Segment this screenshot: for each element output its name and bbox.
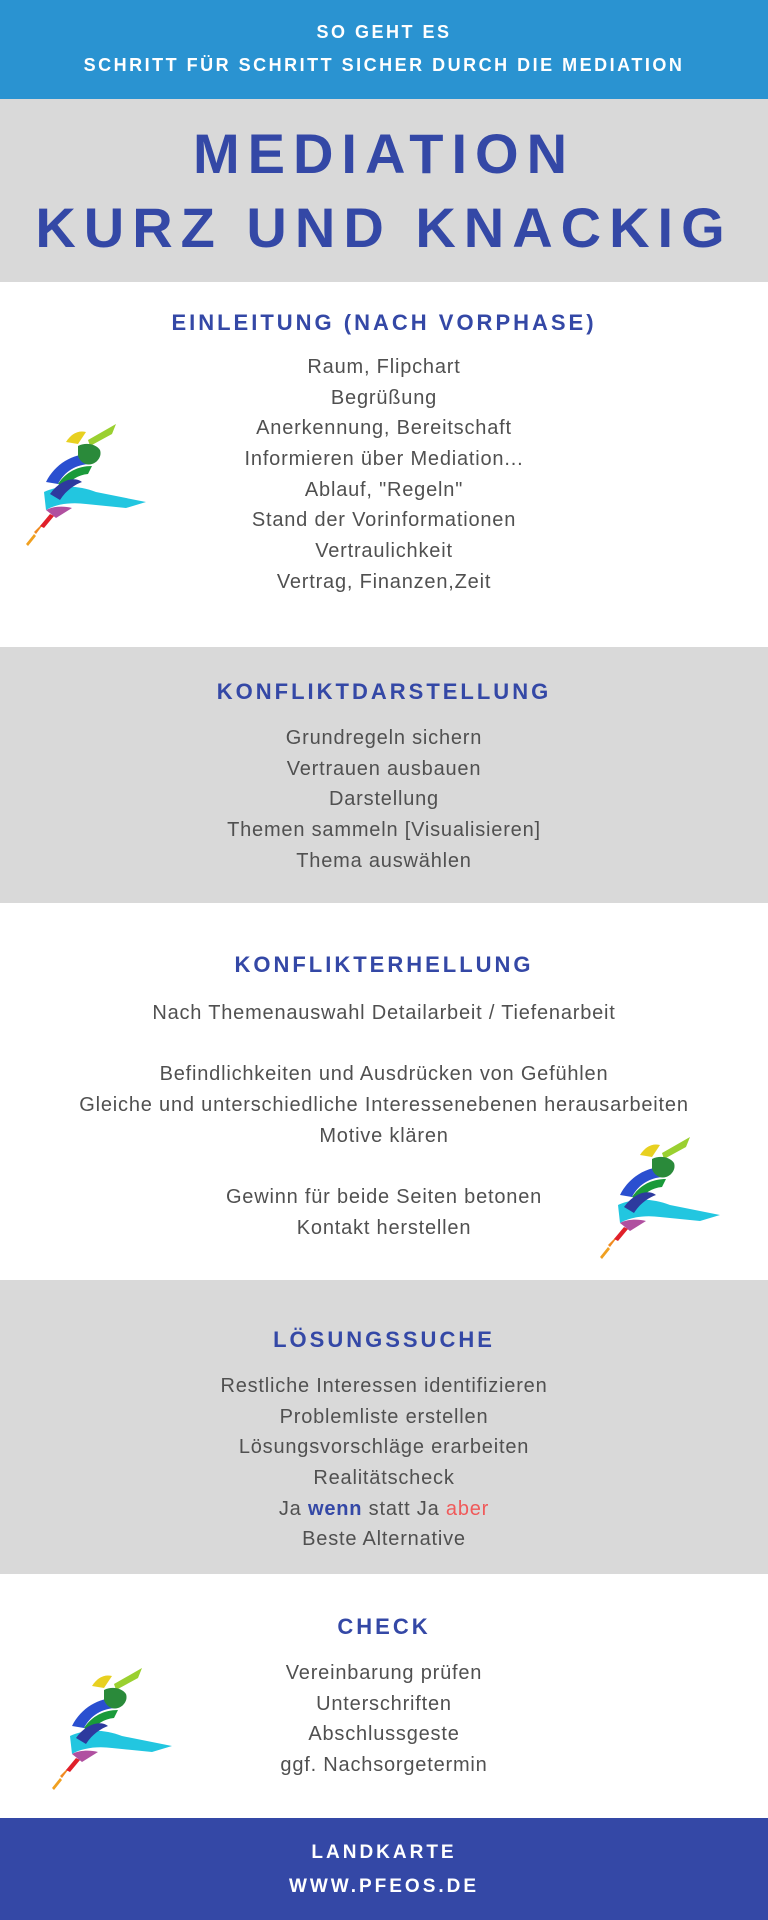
footer-website-link[interactable]: WWW.PFEOS.DE [288,1876,480,1897]
list-item: Vertrag, Finanzen,Zeit [276,570,492,593]
page-title-line-1: MEDIATION [192,122,576,185]
section-item-list [0,1371,768,1555]
list-item: ggf. Nachsorgetermin [280,1754,488,1777]
section-title: CHECK [337,1614,431,1639]
list-item: Motive klären [319,1124,449,1147]
pfeos-logo-icon [590,1135,730,1260]
top-banner [0,0,768,99]
list-item: Gleiche und unterschiedliche Interessenebenen herausarbeiten [79,1094,689,1117]
word-statt-ja: statt Ja [368,1497,440,1520]
section-title: LÖSUNGSSUCHE [273,1327,495,1352]
footer-label: LANDKARTE [311,1842,457,1863]
list-item: Abschlussgeste [308,1723,460,1746]
list-item: Unterschriften [316,1692,452,1715]
hero-title-block [0,99,768,282]
word-aber: aber [445,1497,490,1520]
word-ja: Ja [278,1497,302,1520]
list-item: Grundregeln sichern [285,727,483,749]
list-item: Thema auswählen [296,849,472,872]
section-item-list [0,723,768,876]
list-item: Lösungsvorschläge erarbeiten [238,1436,530,1459]
footer [0,1818,768,1920]
list-item: Befindlichkeiten und Ausdrücken von Gefühlen [159,1063,609,1086]
list-item: Begrüßung [330,386,438,409]
list-item: Vereinbarung prüfen [285,1662,483,1684]
list-item: Gewinn für beide Seiten betonen [225,1186,543,1209]
pfeos-logo-icon [42,1666,182,1791]
section-loesungssuche [0,1280,768,1574]
list-item: Restliche Interessen identifizieren [220,1375,548,1397]
banner-subtitle: SO GEHT ES [316,22,452,42]
list-item: Realitätscheck [313,1467,455,1490]
list-item: Kontakt herstellen [296,1216,472,1239]
section-check [0,1574,768,1818]
list-item: Vertraulichkeit [315,540,453,563]
list-item: Raum, Flipchart [307,356,461,378]
list-item: Stand der Vorinformationen [251,509,517,532]
list-item-ja-wenn [0,1494,768,1525]
section-konflikterhellung [0,903,768,1280]
list-item: Vertrauen ausbauen [286,757,482,780]
banner-tagline: SCHRITT FÜR SCHRITT SICHER DURCH DIE MEDIATION [83,55,685,75]
list-item: Themen sammeln [Visualisieren] [227,819,541,842]
section-einleitung [0,282,768,647]
list-item: Darstellung [329,788,439,811]
word-wenn: wenn [307,1497,363,1520]
page-title-line-2: KURZ UND KNACKIG [35,196,733,259]
list-item: Beste Alternative [302,1528,466,1551]
list-item: Anerkennung, Bereitschaft [256,417,512,440]
list-item: Ablauf, "Regeln" [304,478,464,501]
section-title: KONFLIKTDARSTELLUNG [216,679,552,704]
pfeos-logo-icon [16,422,156,547]
list-item: Informieren über Mediation... [244,448,524,471]
list-item: Nach Themenauswahl Detailarbeit / Tiefenarbeit [152,1002,616,1024]
list-item: Problemliste erstellen [279,1405,489,1428]
section-konfliktdarstellung [0,647,768,903]
section-title: EINLEITUNG (NACH VORPHASE) [171,310,597,335]
list-item [0,1029,768,1060]
section-title: KONFLIKTERHELLUNG [234,952,534,977]
